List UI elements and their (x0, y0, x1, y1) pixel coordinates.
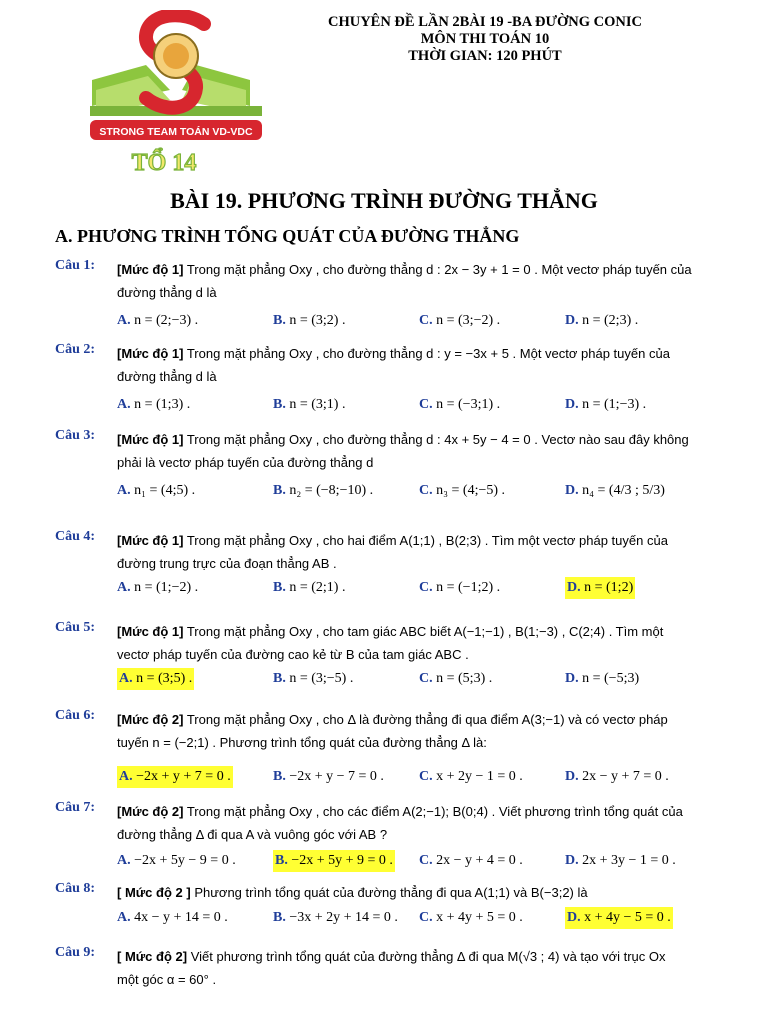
answer-option-b[interactable] (273, 394, 345, 416)
option-label: B. (273, 313, 290, 328)
answer-option-d[interactable] (565, 480, 665, 502)
option-label: C. (419, 769, 437, 784)
question-text (117, 342, 717, 388)
option-label: B. (273, 483, 290, 498)
question-text (117, 945, 717, 991)
answer-options (117, 310, 737, 334)
header-line-2: MÔN THI TOÁN 10 (420, 31, 550, 47)
answer-option-a[interactable] (117, 668, 194, 690)
question-text-line-1: [Mức độ 2] Trong mặt phẳng Oxy , cho Δ là đường thẳng đi qua điểm A(3;−1) và có vectơ pháp (117, 712, 668, 727)
question-number: Câu 3: (55, 428, 96, 443)
option-label: A. (117, 910, 135, 925)
question-text (117, 620, 717, 666)
option-label: C. (419, 853, 437, 868)
answer-option-b[interactable] (273, 480, 373, 502)
option-value: x + 2y − 1 = 0 . (436, 769, 523, 784)
answer-option-b[interactable] (273, 850, 395, 872)
answer-option-d[interactable] (565, 907, 673, 929)
answer-option-a[interactable] (117, 310, 198, 332)
question-text (117, 881, 717, 904)
question-text-line-1: [ Mức độ 2 ] Phương trình tổng quát của đường thẳng đi qua A(1;1) và B(−3;2) là (117, 885, 588, 900)
header-line-3: THỜI GIAN: 120 PHÚT (408, 48, 562, 64)
option-label: A. (117, 853, 135, 868)
question-text (117, 800, 717, 846)
option-value: n = (3;−2) . (436, 313, 501, 328)
svg-text:TỔ 14: TỔ 14 (131, 150, 197, 176)
answer-option-b[interactable] (273, 907, 398, 929)
option-value: n = (2;−3) . (134, 313, 199, 328)
option-value: −3x + 2y + 14 = 0 . (289, 910, 398, 925)
option-label: A. (117, 580, 135, 595)
option-label: C. (419, 671, 437, 686)
answer-option-d[interactable] (565, 850, 676, 872)
question-number: Câu 9: (55, 945, 96, 960)
question-text-line-1: [Mức độ 1] Trong mặt phẳng Oxy , cho đường thẳng d : y = −3x + 5 . Một vectơ pháp tuyến của (117, 346, 670, 361)
answer-option-c[interactable] (419, 766, 523, 788)
option-label: D. (567, 580, 585, 595)
answer-option-c[interactable] (419, 394, 500, 416)
answer-option-a[interactable] (117, 907, 228, 929)
option-value: n = (2;1) . (289, 580, 346, 595)
question-number: Câu 6: (55, 708, 96, 723)
question-text-line-2: vectơ pháp tuyến của đường cao kẻ từ B của tam giác ABC . (117, 647, 469, 662)
option-value: n₄ = (4/3 ; 5/3) (582, 483, 665, 498)
question-text-line-2: phải là vectơ pháp tuyến của đường thẳng d (117, 455, 374, 470)
option-value: n = (1;−3) . (582, 397, 647, 412)
option-label: A. (117, 313, 135, 328)
option-value: n = (5;3) . (436, 671, 493, 686)
option-value: −2x + 5y − 9 = 0 . (134, 853, 236, 868)
answer-option-a[interactable] (117, 850, 236, 872)
answer-options (117, 766, 737, 790)
question-text-line-2: đường thẳng d là (117, 285, 217, 300)
answer-option-c[interactable] (419, 907, 523, 929)
document-header (305, 14, 665, 65)
option-label: C. (419, 397, 437, 412)
option-value: n₂ = (−8;−10) . (289, 483, 374, 498)
option-value: n = (−3;1) . (436, 397, 501, 412)
answer-option-c[interactable] (419, 480, 505, 502)
option-value: n = (3;−5) . (289, 671, 354, 686)
option-value: n = (3;2) . (289, 313, 346, 328)
option-value: −2x + 5y + 9 = 0 . (291, 853, 393, 868)
option-label: D. (565, 483, 583, 498)
option-label: A. (119, 671, 137, 686)
answer-option-c[interactable] (419, 310, 500, 332)
question-text-line-1: [Mức độ 1] Trong mặt phẳng Oxy , cho hai điểm A(1;1) , B(2;3) . Tìm một vectơ pháp tuyến của (117, 533, 668, 548)
answer-option-d[interactable] (565, 577, 635, 599)
logo-graphic-icon (86, 10, 266, 185)
question-number: Câu 5: (55, 620, 96, 635)
answer-option-d[interactable] (565, 394, 646, 416)
answer-options (117, 394, 737, 418)
answer-option-b[interactable] (273, 766, 384, 788)
question-text (117, 258, 717, 304)
option-label: D. (565, 853, 583, 868)
answer-options (117, 668, 737, 692)
option-value: n = (1;−2) . (134, 580, 199, 595)
question-number: Câu 2: (55, 342, 96, 357)
question-text (117, 708, 717, 754)
question-number: Câu 4: (55, 529, 96, 544)
answer-option-a[interactable] (117, 577, 198, 599)
answer-options (117, 850, 737, 874)
answer-option-c[interactable] (419, 577, 500, 599)
option-label: D. (565, 769, 583, 784)
option-label: D. (565, 671, 583, 686)
answer-option-d[interactable] (565, 766, 669, 788)
answer-option-b[interactable] (273, 577, 345, 599)
question-number: Câu 7: (55, 800, 96, 815)
answer-option-b[interactable] (273, 310, 345, 332)
question-text-line-1: [ Mức độ 2] Viết phương trình tổng quát của đường thẳng Δ đi qua M(√3 ; 4) và tạo với trục Ox (117, 949, 666, 964)
question-text-line-2: đường thẳng Δ đi qua A và vuông góc với AB ? (117, 827, 388, 842)
option-label: C. (419, 483, 437, 498)
option-label: D. (565, 397, 583, 412)
answer-options (117, 907, 737, 931)
option-label: B. (273, 769, 290, 784)
option-value: 2x − y + 7 = 0 . (582, 769, 669, 784)
question-text-line-1: [Mức độ 1] Trong mặt phẳng Oxy , cho tam giác ABC biết A(−1;−1) , B(1;−3) , C(2;4) . Tìm một (117, 624, 664, 639)
answer-options (117, 577, 737, 601)
logo-banner-text: STRONG TEAM TOÁN VD-VDC (99, 126, 253, 138)
question-number: Câu 1: (55, 258, 96, 273)
option-value: 4x − y + 14 = 0 . (134, 910, 228, 925)
question-text-line-2: tuyến n = (−2;1) . Phương trình tổng quát của đường thẳng Δ là: (117, 735, 487, 750)
option-value: x + 4y − 5 = 0 . (584, 910, 671, 925)
option-value: 2x − y + 4 = 0 . (436, 853, 523, 868)
option-value: −2x + y − 7 = 0 . (289, 769, 384, 784)
answer-option-c[interactable] (419, 850, 523, 872)
option-value: n = (−5;3) (582, 671, 640, 686)
option-value: n = (1;3) . (134, 397, 191, 412)
option-label: D. (567, 910, 585, 925)
option-value: n = (2;3) . (582, 313, 639, 328)
option-value: n₁ = (4;5) . (134, 483, 196, 498)
question-text-line-1: [Mức độ 1] Trong mặt phẳng Oxy , cho đường thẳng d : 2x − 3y + 1 = 0 . Một vectơ pháp tuyến của (117, 262, 692, 277)
header-line-1: CHUYÊN ĐỀ LẦN 2BÀI 19 -BA ĐƯỜNG CONIC (327, 14, 643, 30)
question-text-line-1: [Mức độ 2] Trong mặt phẳng Oxy , cho các điểm A(2;−1); B(0;4) . Viết phương trình tổng quát của (117, 804, 683, 819)
team-logo (86, 10, 266, 185)
option-label: A. (117, 397, 135, 412)
answer-options (117, 480, 737, 504)
option-value: n = (3;1) . (289, 397, 346, 412)
option-value: −2x + y + 7 = 0 . (136, 769, 231, 784)
option-label: C. (419, 580, 437, 595)
question-text-line-1: [Mức độ 1] Trong mặt phẳng Oxy , cho đường thẳng d : 4x + 5y − 4 = 0 . Vectơ nào sau đây không (117, 432, 689, 447)
option-label: B. (273, 671, 290, 686)
question-text (117, 529, 717, 575)
question-text-line-2: một góc α = 60° . (117, 972, 217, 987)
option-label: D. (565, 313, 583, 328)
answer-option-d[interactable] (565, 668, 639, 690)
question-text-line-2: đường trung trực của đoạn thẳng AB . (117, 556, 337, 571)
option-label: B. (273, 580, 290, 595)
answer-option-b[interactable] (273, 668, 353, 690)
option-label: C. (419, 910, 437, 925)
option-value: n = (3;5) . (136, 671, 193, 686)
option-value: n = (1;2) (584, 580, 634, 595)
section-title: A. PHƯƠNG TRÌNH TỔNG QUÁT CỦA ĐƯỜNG THẲNG (55, 226, 520, 246)
option-label: B. (275, 853, 292, 868)
answer-option-c[interactable] (419, 668, 492, 690)
option-value: 2x + 3y − 1 = 0 . (582, 853, 676, 868)
answer-option-d[interactable] (565, 310, 638, 332)
option-label: B. (273, 397, 290, 412)
option-label: A. (119, 769, 137, 784)
option-label: A. (117, 483, 135, 498)
question-number: Câu 8: (55, 881, 96, 896)
answer-option-a[interactable] (117, 766, 233, 788)
answer-option-a[interactable] (117, 394, 190, 416)
question-text-line-2: đường thẳng d là (117, 369, 217, 384)
answer-option-a[interactable] (117, 480, 195, 502)
option-value: x + 4y + 5 = 0 . (436, 910, 523, 925)
option-value: n₃ = (4;−5) . (436, 483, 506, 498)
question-text (117, 428, 717, 474)
page-title: BÀI 19. PHƯƠNG TRÌNH ĐƯỜNG THẲNG (170, 188, 598, 213)
option-label: B. (273, 910, 290, 925)
option-label: C. (419, 313, 437, 328)
option-value: n = (−1;2) . (436, 580, 501, 595)
